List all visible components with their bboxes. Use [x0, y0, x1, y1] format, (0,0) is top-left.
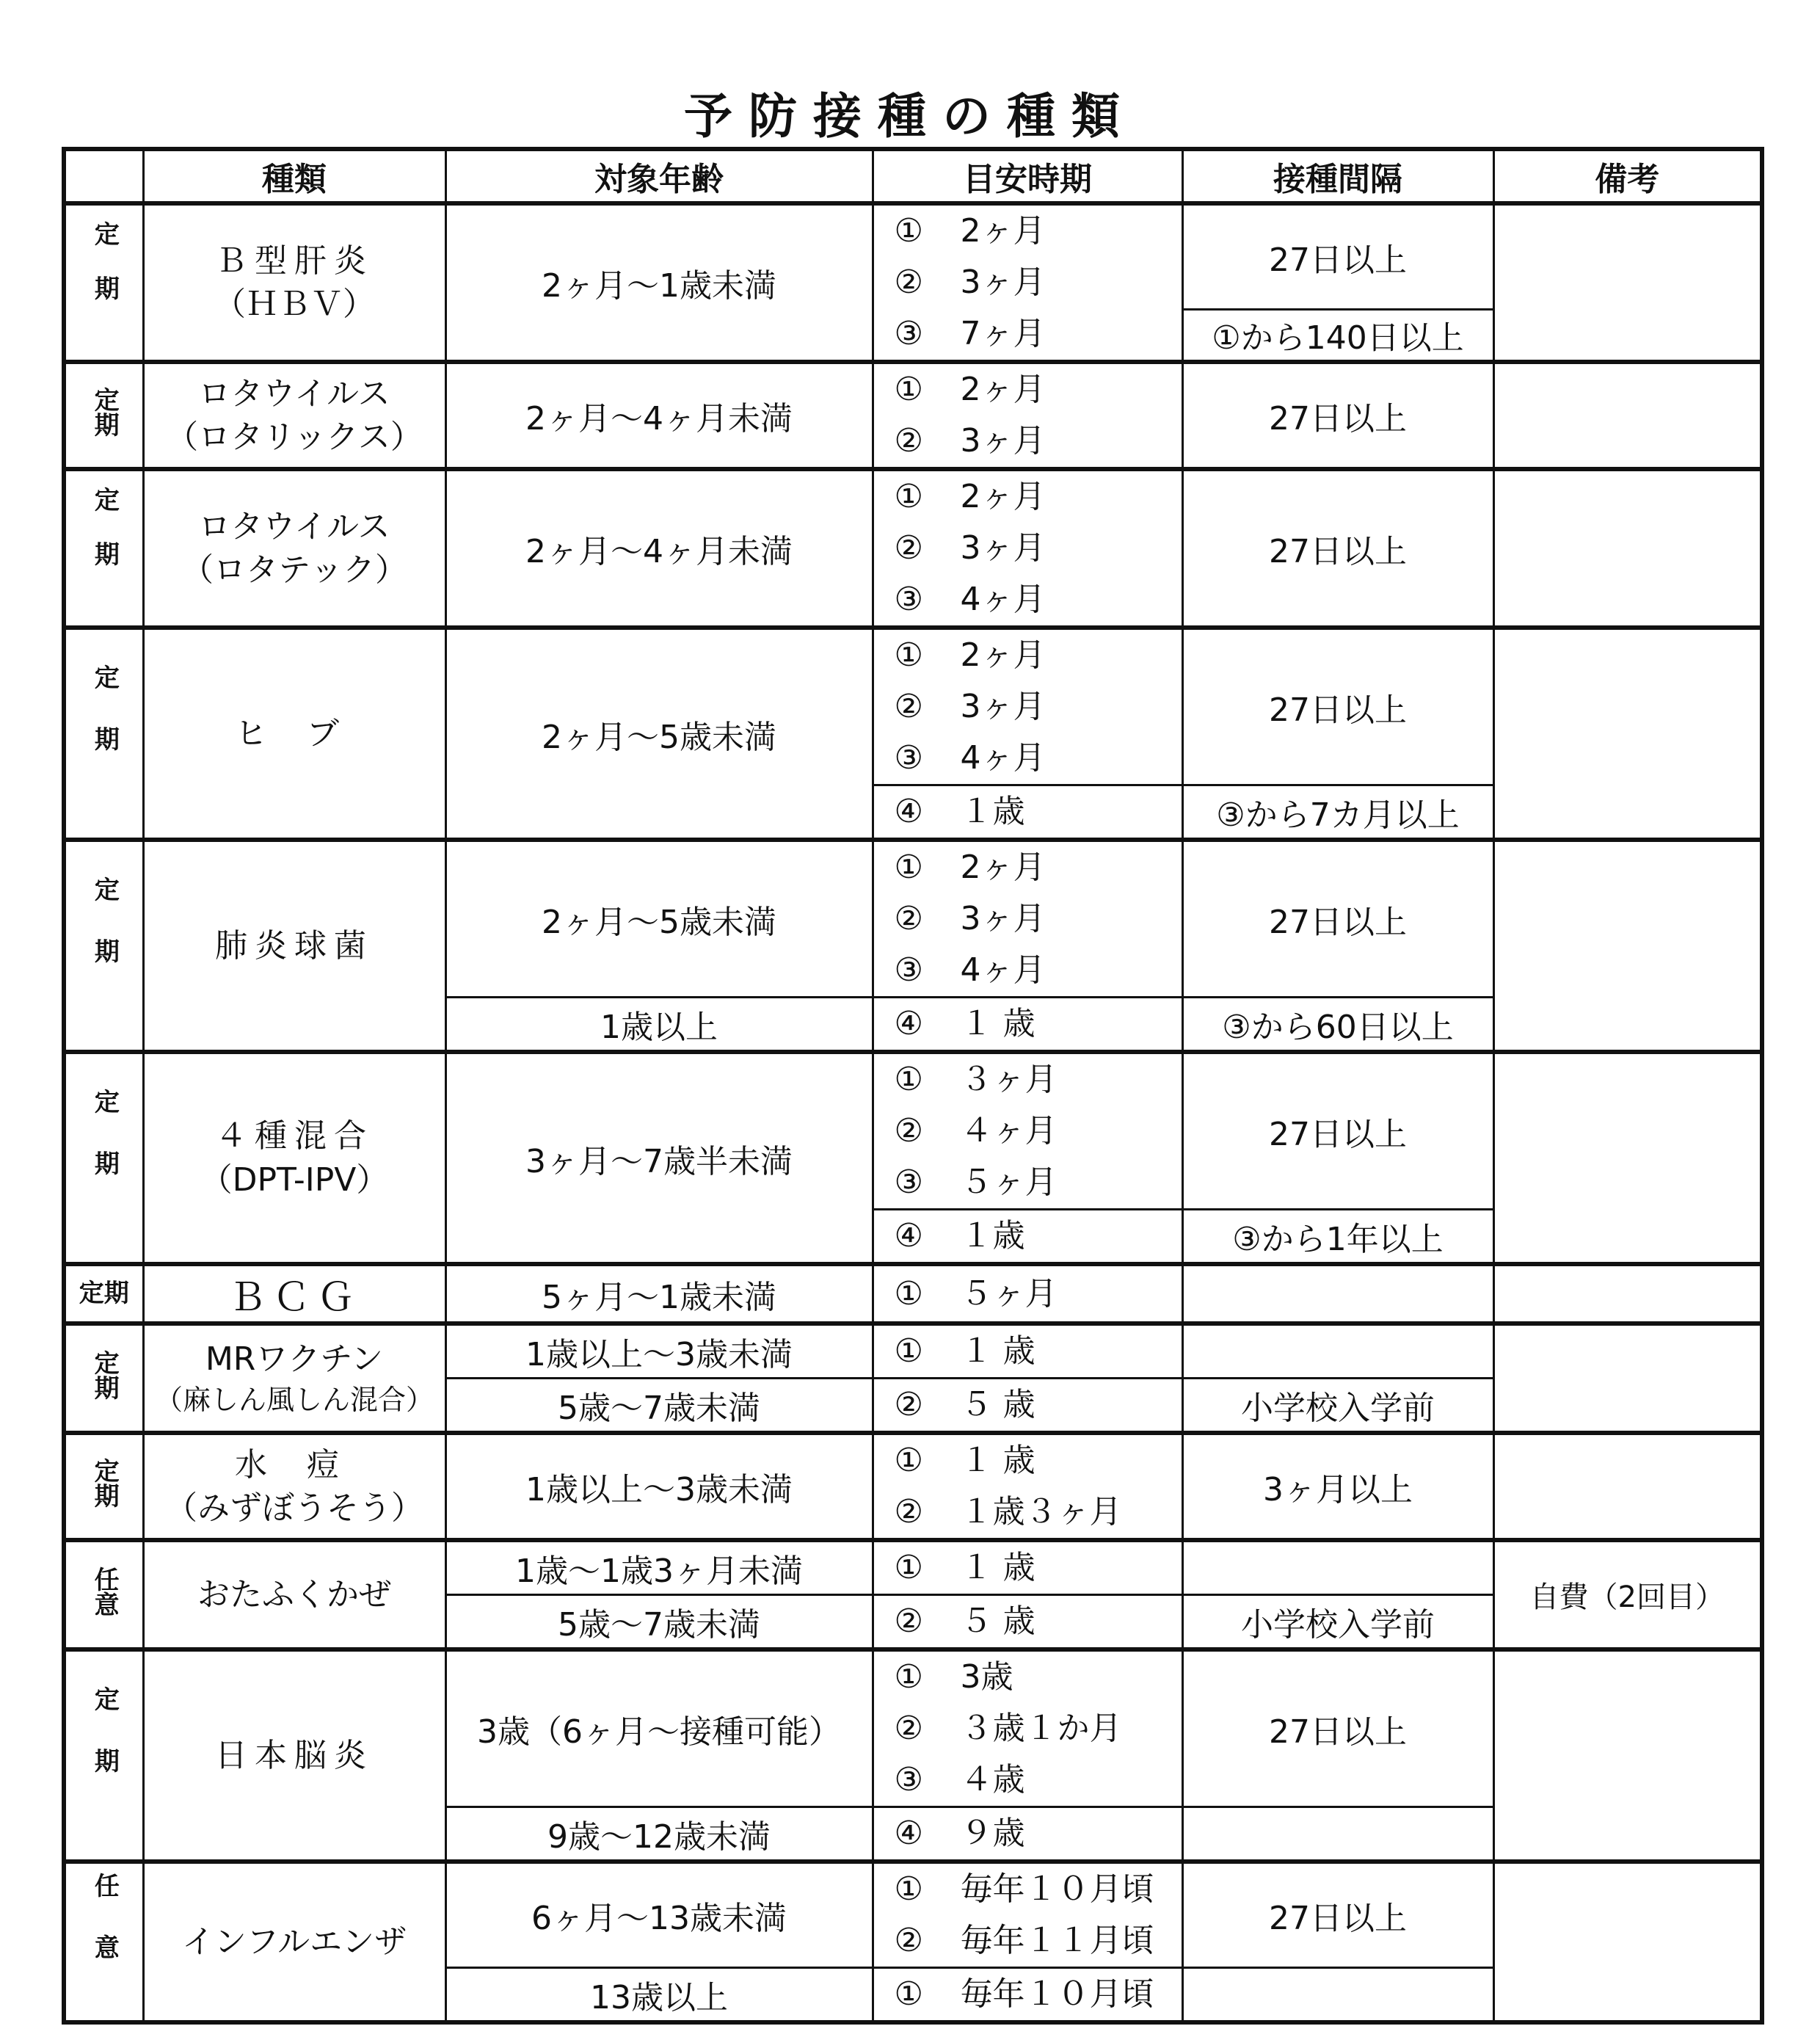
- target-age: 3ヶ月～7歳半未満: [445, 1052, 873, 1264]
- notes-cell: [1493, 1264, 1762, 1324]
- interval-cell: 27日以上: [1182, 362, 1493, 469]
- timing-cell: ④ ９歳: [873, 1807, 1182, 1862]
- interval-cell: [1182, 1264, 1493, 1324]
- vaccine-name: インフルエンザ: [143, 1862, 445, 2022]
- target-age: 2ヶ月～5歳未満: [445, 840, 873, 998]
- vaccine-name: 肺炎球菌: [143, 840, 445, 1052]
- interval-cell: 27日以上: [1182, 203, 1493, 309]
- category-cell: 定期: [64, 1649, 143, 1862]
- timing-cell: ② ５ 歳: [873, 1595, 1182, 1650]
- notes-cell: [1493, 469, 1762, 628]
- interval-cell: ③から60日以上: [1182, 998, 1493, 1053]
- category-cell: 定期: [64, 1324, 143, 1433]
- target-age: 2ヶ月～1歳未満: [445, 203, 873, 362]
- timing-cell: ② ５ 歳: [873, 1379, 1182, 1434]
- page-title: 予防接種の種類: [684, 88, 1136, 145]
- row-rotateq: [64, 469, 1762, 628]
- timing-cell: ① 毎年１０月頃 ② 毎年１１月頃: [873, 1862, 1182, 1968]
- interval-cell: 27日以上: [1182, 1862, 1493, 1968]
- interval-cell: 小学校入学前: [1182, 1379, 1493, 1434]
- timing-cell: ① １ 歳: [873, 1324, 1182, 1379]
- timing-cell: ④ １歳: [873, 785, 1182, 840]
- notes-cell: [1493, 1649, 1762, 1862]
- category-cell: 任意: [64, 1540, 143, 1649]
- vaccine-name: 水 痘 （みずぼうそう）: [143, 1433, 445, 1540]
- interval-cell: 27日以上: [1182, 1649, 1493, 1807]
- target-age: 3歳（6ヶ月～接種可能）: [445, 1649, 873, 1807]
- interval-cell: [1182, 1324, 1493, 1379]
- category-cell: 定期: [64, 203, 143, 362]
- target-age: 1歳以上～3歳未満: [445, 1324, 873, 1379]
- target-age: 5歳～7歳未満: [445, 1595, 873, 1650]
- row-rotarix: [64, 362, 1762, 469]
- timing-cell: ① 2ヶ月 ② 3ヶ月 ③ 4ヶ月: [873, 840, 1182, 998]
- target-age: 1歳以上～3歳未満: [445, 1433, 873, 1540]
- interval-cell: [1182, 1968, 1493, 2023]
- timing-cell: ④ １歳: [873, 1210, 1182, 1265]
- notes-cell: [1493, 1052, 1762, 1264]
- row-hbv: [64, 203, 1762, 362]
- timing-cell: ① 2ヶ月 ② 3ヶ月: [873, 362, 1182, 469]
- interval-cell: 27日以上: [1182, 840, 1493, 998]
- timing-cell: ① 毎年１０月頃: [873, 1968, 1182, 2023]
- vaccine-name: Ｂ型肝炎 （ＨＢＶ）: [143, 203, 445, 362]
- notes-cell: [1493, 1862, 1762, 2022]
- interval-cell: ①から140日以上: [1182, 309, 1493, 362]
- category-cell: 定期: [64, 1433, 143, 1540]
- header-type: 種類: [143, 149, 445, 203]
- vaccine-name: 日本脳炎: [143, 1649, 445, 1862]
- notes-cell: [1493, 1433, 1762, 1540]
- target-age: 5ヶ月～1歳未満: [445, 1264, 873, 1324]
- interval-cell: 3ヶ月以上: [1182, 1433, 1493, 1540]
- category-cell: 任意: [64, 1862, 143, 2022]
- timing-cell: ④ １ 歳: [873, 998, 1182, 1053]
- timing-cell: ① １ 歳: [873, 1540, 1182, 1595]
- notes-cell: [1493, 628, 1762, 840]
- interval-cell: [1182, 1540, 1493, 1595]
- notes-cell: [1493, 1324, 1762, 1433]
- interval-cell: 27日以上: [1182, 1052, 1493, 1210]
- header-interval: 接種間隔: [1182, 149, 1493, 203]
- category-cell: 定期: [64, 1264, 143, 1324]
- timing-cell: ① ３ヶ月 ② ４ヶ月 ③ ５ヶ月: [873, 1052, 1182, 1210]
- category-cell: 定期: [64, 469, 143, 628]
- category-cell: 定期: [64, 362, 143, 469]
- timing-cell: ① 2ヶ月 ② 3ヶ月 ③ 4ヶ月: [873, 469, 1182, 628]
- header-age: 対象年齢: [445, 149, 873, 203]
- timing-cell: ① １ 歳 ② １歳３ヶ月: [873, 1433, 1182, 1540]
- vaccine-name: ヒ ブ: [143, 628, 445, 840]
- target-age: 9歳～12歳未満: [445, 1807, 873, 1862]
- target-age: 13歳以上: [445, 1968, 873, 2023]
- category-cell: 定期: [64, 1052, 143, 1264]
- target-age: 2ヶ月～4ヶ月未満: [445, 362, 873, 469]
- vaccine-name: ロタウイルス （ロタリックス）: [143, 362, 445, 469]
- timing-cell: ① ５ヶ月: [873, 1264, 1182, 1324]
- notes-cell: [1493, 840, 1762, 1052]
- interval-cell: ③から1年以上: [1182, 1210, 1493, 1265]
- interval-cell: 27日以上: [1182, 628, 1493, 785]
- target-age: 5歳～7歳未満: [445, 1379, 873, 1434]
- row-hib: [64, 628, 1762, 840]
- vaccine-name: ４種混合 （DPT-IPV）: [143, 1052, 445, 1264]
- notes-cell: [1493, 203, 1762, 362]
- vaccination-table: [62, 147, 1764, 2025]
- notes-cell: 自費（2回目）: [1493, 1540, 1762, 1649]
- interval-cell: 小学校入学前: [1182, 1595, 1493, 1650]
- header-row: [64, 149, 1762, 203]
- vaccine-name: ロタウイルス （ロタテック）: [143, 469, 445, 628]
- timing-cell: ① 3歳 ② ３歳１か月 ③ ４歳: [873, 1649, 1182, 1807]
- header-notes: 備考: [1493, 149, 1762, 203]
- row-dpt: [64, 1052, 1762, 1264]
- row-je: [64, 1649, 1762, 1862]
- notes-cell: [1493, 362, 1762, 469]
- interval-cell: 27日以上: [1182, 469, 1493, 628]
- vaccine-name: ＢＣＧ: [143, 1264, 445, 1324]
- header-timing: 目安時期: [873, 149, 1182, 203]
- target-age: 2ヶ月～4ヶ月未満: [445, 469, 873, 628]
- header-category: [64, 149, 143, 203]
- vaccine-name: おたふくかぜ: [143, 1540, 445, 1649]
- row-pcv: [64, 840, 1762, 1052]
- row-flu: [64, 1862, 1762, 2022]
- timing-cell: ① 2ヶ月 ② 3ヶ月 ③ 4ヶ月: [873, 628, 1182, 785]
- row-mumps: [64, 1540, 1762, 1649]
- row-mr: [64, 1324, 1762, 1433]
- row-varicella: [64, 1433, 1762, 1540]
- interval-cell: [1182, 1807, 1493, 1862]
- target-age: 6ヶ月～13歳未満: [445, 1862, 873, 1968]
- target-age: 1歳～1歳3ヶ月未満: [445, 1540, 873, 1595]
- category-cell: 定期: [64, 840, 143, 1052]
- row-bcg: [64, 1264, 1762, 1324]
- target-age: 2ヶ月～5歳未満: [445, 628, 873, 840]
- interval-cell: ③から7カ月以上: [1182, 785, 1493, 840]
- timing-cell: ① 2ヶ月 ② 3ヶ月 ③ 7ヶ月: [873, 203, 1182, 362]
- vaccine-name: MRワクチン （麻しん風しん混合）: [143, 1324, 445, 1433]
- category-cell: 定期: [64, 628, 143, 840]
- target-age: 1歳以上: [445, 998, 873, 1053]
